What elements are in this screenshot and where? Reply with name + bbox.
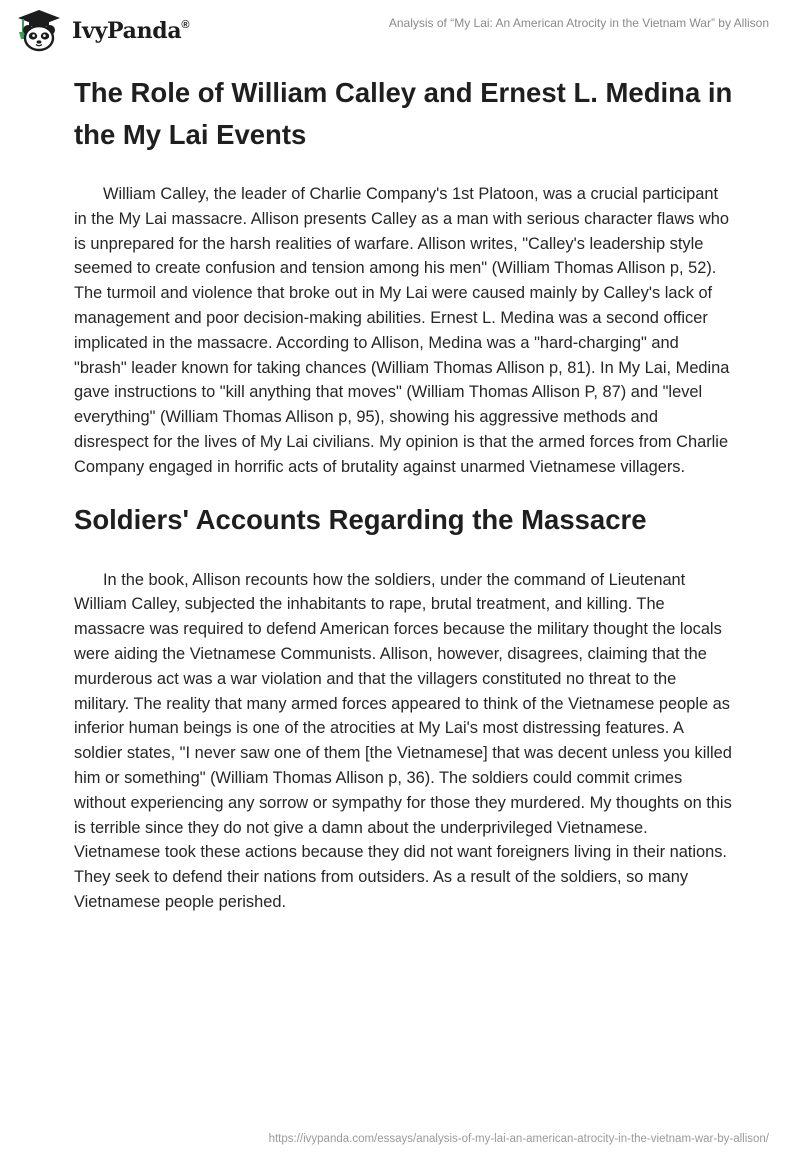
section-paragraph-role-of-calley-medina: William Calley, the leader of Charlie Company's 1st Platoon, was a crucial participant in the My Lai massacre. Allison presents Calley as a man with serious character flaws who is unprepared for the harsh realities of warfare. Allison writes, "Calley's leadership style seemed to create confusion and tension among his men" (William Thomas Allison p, 52). The turmoil and violence that broke out in My Lai were caused mainly by Calley's lack of management and poor decision-making abilities. Ernest L. Medina was a second officer implicated in the massacre. According to Allison, Medina was a "hard-charging" and "brash" leader known for taking chances (William Thomas Allison p, 81). In My Lai, Medina gave instructions to "kill anything that moves" (William Thomas Allison P, 87) and "level everything" (William Thomas Allison p, 95), showing his aggressive methods and disrespect for the lives of My Lai civilians. My opinion is that the armed forces from Charlie Company engaged in horrific acts of brutality against unarmed Vietnamese villagers. [74, 185, 730, 476]
essay-content [74, 72, 734, 915]
document-title: Analysis of “My Lai: An American Atrocity in the Vietnam War” by Allison [388, 16, 769, 30]
section-heading-soldiers-accounts: Soldiers' Accounts Regarding the Massacre [74, 503, 647, 535]
logo-text: IvyPanda [72, 18, 182, 44]
panda-graduate-icon [14, 8, 64, 52]
logo-wordmark [72, 18, 189, 44]
section-heading-role-of-calley-medina: The Role of William Calley and Ernest L. Medina in the My Lai Events [74, 77, 733, 150]
registered-mark: ® [181, 18, 190, 31]
footer-source-url[interactable]: https://ivypanda.com/essays/analysis-of-my-lai-an-american-atrocity-in-the-vietnam-war-by-allison/ [268, 1133, 769, 1145]
section-paragraph-soldiers-accounts: In the book, Allison recounts how the soldiers, under the command of Lieutenant William Calley, subjected the inhabitants to rape, brutal treatment, and killing. The massacre was required to defend American forces because the military thought the locals were aiding the Vietnamese Communists. Allison, however, disagrees, claiming that the murderous act was a war violation and that the villagers constituted no threat to the military. The reality that many armed forces appeared to think of the Vietnamese people as inferior human beings is one of the atrocities at My Lai's most distressing features. A soldier states, "I never saw one of them [the Vietnamese] that was decent unless you killed him or something" (William Thomas Allison p, 36). The soldiers could commit crimes without experiencing any sorrow or sympathy for those they murdered. My thoughts on this is terrible since they do not give a damn about the underprivileged Vietnamese. Vietnamese took these actions because they did not want foreigners living in their nations. They seek to defend their nations from outsiders. As a result of the soldiers, so many Vietnamese people perished. [74, 570, 732, 911]
ivypanda-logo[interactable] [14, 8, 189, 52]
page-header [0, 0, 800, 60]
